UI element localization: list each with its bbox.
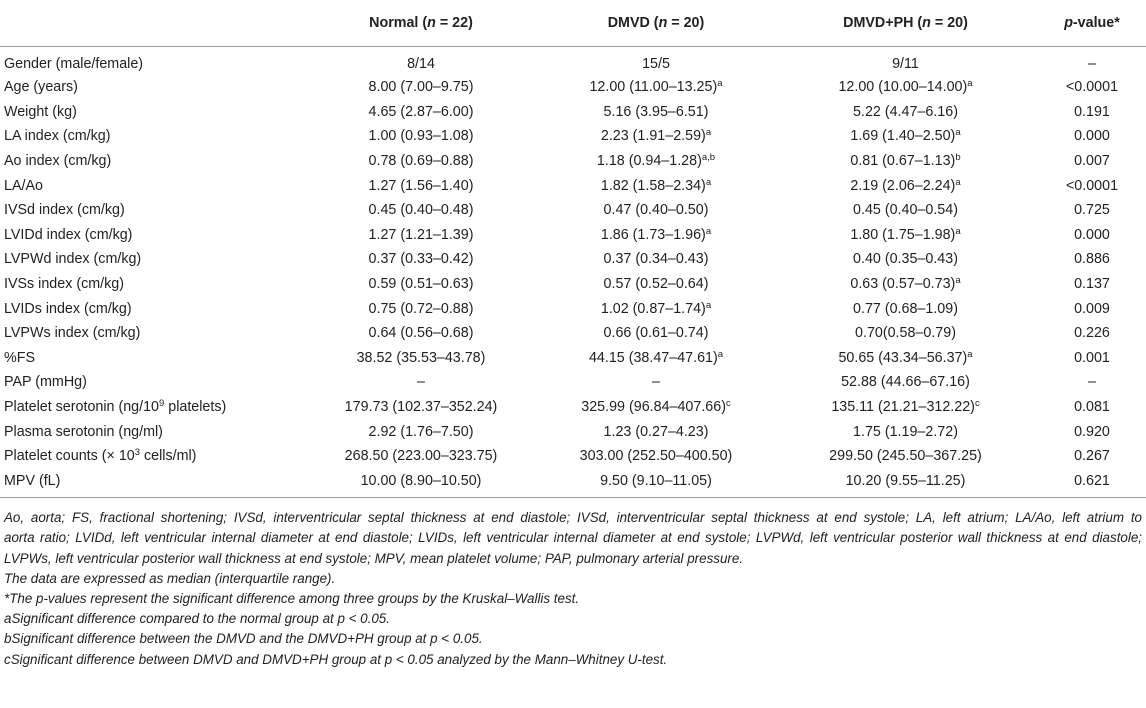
cell-superscript: c — [974, 398, 980, 410]
row-label-text: cells/ml) — [140, 448, 197, 465]
table-cell — [303, 346, 539, 371]
column-header-text: = 22) — [435, 15, 473, 31]
table-cell — [1038, 395, 1146, 420]
table-cell — [773, 419, 1038, 444]
cell-value: 52.88 (44.66–67.16) — [841, 374, 970, 391]
row-label-text: %FS — [4, 349, 35, 366]
cell-superscript: b — [955, 152, 961, 164]
row-label-text: Weight (kg) — [4, 103, 77, 120]
table-cell — [539, 247, 773, 272]
table-cell — [773, 149, 1038, 174]
row-label — [0, 469, 303, 498]
table-cell — [773, 247, 1038, 272]
table-cell — [539, 47, 773, 76]
table-cell — [303, 47, 539, 76]
table-cell — [773, 75, 1038, 100]
cell-value: 0.66 (0.61–0.74) — [603, 325, 709, 342]
cell-value: 2.19 (2.06–2.24) — [850, 177, 956, 194]
cell-superscript: a — [717, 348, 724, 360]
table-cell — [539, 198, 773, 223]
column-header-text: -value* — [1072, 15, 1120, 31]
cell-value: 0.81 (0.67–1.13) — [850, 153, 956, 170]
cell-value: 9/11 — [892, 56, 919, 72]
row-label — [0, 100, 303, 125]
table-row — [0, 47, 1146, 76]
table-header — [0, 0, 1146, 47]
table-cell — [1038, 370, 1146, 395]
table-cell — [539, 173, 773, 198]
table-cell — [773, 198, 1038, 223]
row-label — [0, 47, 303, 76]
table-cell — [303, 395, 539, 420]
table-row — [0, 395, 1146, 420]
table-cell — [539, 272, 773, 297]
table-cell — [1038, 198, 1146, 223]
table-cell — [303, 272, 539, 297]
table-cell — [303, 100, 539, 125]
table-cell — [1038, 223, 1146, 248]
table-cell — [1038, 296, 1146, 321]
header-row — [0, 0, 1146, 47]
cell-superscript: a — [955, 275, 961, 287]
table-cell — [773, 47, 1038, 76]
abbreviation-line-3: LVPWs, left ventricular posterior wall thickness at end systole; MPV, mean platelet volume; PAP, pulmonary arterial pressure. — [4, 550, 744, 566]
table-row — [0, 173, 1146, 198]
table-cell — [303, 173, 539, 198]
cell-value: 0.78 (0.69–0.88) — [368, 153, 474, 170]
row-label — [0, 198, 303, 223]
cell-value: 268.50 (223.00–323.75) — [344, 448, 498, 465]
cell-value: 1.23 (0.27–4.23) — [603, 423, 709, 440]
footnote-b: bSignificant difference between the DMVD and the DMVD+PH group at p < 0.05. — [4, 631, 483, 647]
cell-value: 0.725 — [1074, 202, 1110, 219]
cell-value: – — [1088, 56, 1096, 72]
row-label — [0, 444, 303, 469]
cell-superscript: a — [955, 127, 961, 139]
cell-value: 4.65 (2.87–6.00) — [368, 103, 474, 120]
footnote-c: cSignificant difference between DMVD and DMVD+PH group at p < 0.05 analyzed by the Mann–Whitney U-test. — [4, 651, 668, 667]
cell-value: 0.40 (0.35–0.43) — [853, 251, 958, 268]
cell-value: 10.00 (8.90–10.50) — [360, 472, 482, 489]
cell-value: <0.0001 — [1065, 79, 1119, 96]
table-cell — [1038, 321, 1146, 346]
cell-value: 1.02 (0.87–1.74) — [600, 300, 706, 317]
column-header — [539, 0, 773, 47]
row-label-text: LA/Ao — [4, 177, 43, 194]
row-label — [0, 149, 303, 174]
cell-superscript: a — [717, 78, 723, 90]
table-row — [0, 198, 1146, 223]
footnote-a: aSignificant difference compared to the normal group at p < 0.05. — [4, 611, 390, 627]
cell-value: 325.99 (96.84–407.66) — [581, 399, 726, 416]
cell-superscript: a — [705, 299, 712, 311]
table-cell — [303, 247, 539, 272]
table-row — [0, 296, 1146, 321]
table-cell — [1038, 124, 1146, 149]
row-label-text: LVIDs index (cm/kg) — [4, 300, 132, 317]
table-cell — [303, 419, 539, 444]
table-row — [0, 75, 1146, 100]
cell-superscript: a — [705, 127, 712, 139]
table-cell — [1038, 247, 1146, 272]
table-cell — [773, 346, 1038, 371]
row-label — [0, 223, 303, 248]
table-cell — [539, 223, 773, 248]
cell-value: 1.00 (0.93–1.08) — [368, 128, 474, 145]
cell-value: 2.92 (1.76–7.50) — [368, 423, 474, 440]
table-cell — [539, 346, 773, 371]
cell-value: 299.50 (245.50–367.25) — [829, 448, 982, 465]
table-row — [0, 444, 1146, 469]
table-cell — [1038, 346, 1146, 371]
row-label-text: platelets) — [164, 399, 227, 416]
cell-value: – — [652, 374, 660, 391]
cell-value: 50.65 (43.34–56.37) — [838, 349, 968, 366]
row-label-text: LVIDd index (cm/kg) — [4, 226, 133, 243]
cell-value: 1.80 (1.75–1.98) — [850, 226, 956, 243]
column-header — [303, 0, 539, 47]
column-header — [1038, 0, 1146, 47]
table-cell — [1038, 149, 1146, 174]
column-header-italic: n — [427, 15, 436, 31]
table-cell — [539, 395, 773, 420]
cell-value: 15/5 — [642, 56, 670, 72]
row-label-text: LVPWd index (cm/kg) — [4, 251, 142, 268]
cell-value: – — [417, 374, 425, 391]
cell-value: 0.000 — [1074, 128, 1110, 145]
row-label-text: Ao index (cm/kg) — [4, 153, 112, 170]
table-cell — [303, 198, 539, 223]
table-cell — [303, 444, 539, 469]
table-cell — [773, 469, 1038, 498]
cell-value: 0.45 (0.40–0.48) — [368, 202, 474, 219]
row-label-text: IVSd index (cm/kg) — [4, 202, 125, 219]
cell-value: 38.52 (35.53–43.78) — [356, 349, 486, 366]
median-note: The data are expressed as median (interquartile range). — [4, 570, 336, 586]
table-cell — [303, 124, 539, 149]
row-label — [0, 321, 303, 346]
table-row — [0, 100, 1146, 125]
table-row — [0, 370, 1146, 395]
row-label-text: Platelet counts (× 10 — [4, 448, 135, 465]
column-header-italic: n — [922, 15, 931, 31]
table-cell — [773, 124, 1038, 149]
table-cell — [303, 149, 539, 174]
column-header-text: Normal ( — [369, 15, 428, 31]
cell-value: <0.0001 — [1065, 177, 1119, 194]
cell-value: 1.18 (0.94–1.28) — [596, 153, 702, 170]
row-label — [0, 75, 303, 100]
cell-value: 0.75 (0.72–0.88) — [368, 300, 474, 317]
cell-superscript: a — [705, 225, 712, 237]
table-cell — [539, 419, 773, 444]
table-cell — [539, 100, 773, 125]
cell-value: 0.009 — [1074, 300, 1110, 317]
cell-value: 0.137 — [1074, 276, 1110, 293]
row-label — [0, 272, 303, 297]
cell-value: 1.27 (1.21–1.39) — [368, 226, 474, 243]
row-label — [0, 173, 303, 198]
table-cell — [1038, 173, 1146, 198]
table-cell — [1038, 419, 1146, 444]
table-cell — [539, 296, 773, 321]
table-row — [0, 469, 1146, 498]
table-row — [0, 149, 1146, 174]
cell-value: 2.23 (1.91–2.59) — [600, 128, 706, 145]
table-cell — [539, 469, 773, 498]
row-label — [0, 370, 303, 395]
row-label — [0, 346, 303, 371]
row-label-text: IVSs index (cm/kg) — [4, 276, 124, 293]
cell-value: 1.69 (1.40–2.50) — [850, 128, 956, 145]
cell-value: 135.11 (21.21–312.22) — [831, 399, 975, 416]
cell-value: 5.16 (3.95–6.51) — [603, 103, 709, 120]
cell-value: 0.886 — [1074, 251, 1110, 268]
table-row — [0, 321, 1146, 346]
cell-value: 0.007 — [1074, 153, 1110, 170]
table-cell — [539, 149, 773, 174]
table-cell — [773, 296, 1038, 321]
column-header-text: = 20) — [667, 15, 705, 31]
column-header-italic: p — [1064, 15, 1073, 31]
abbreviation-line-2: aorta ratio; LVIDd, left ventricular internal diameter at end diastole; LVIDs, left ventricular internal diameter at end systole; LVPWd, left ventricular posterior wall thickness at end diastole; — [4, 530, 1142, 546]
cell-superscript: a,b — [701, 152, 716, 164]
cell-value: 0.64 (0.56–0.68) — [368, 325, 474, 342]
table-cell — [773, 173, 1038, 198]
table-row — [0, 223, 1146, 248]
table-cell — [773, 321, 1038, 346]
table-row — [0, 272, 1146, 297]
cell-value: 0.621 — [1074, 472, 1110, 489]
cell-value: 0.000 — [1074, 226, 1110, 243]
column-header — [0, 0, 303, 47]
cell-value: 0.57 (0.52–0.64) — [603, 276, 709, 293]
column-header — [773, 0, 1038, 47]
table-cell — [303, 370, 539, 395]
cell-value: 0.45 (0.40–0.54) — [853, 202, 958, 219]
table-cell — [1038, 75, 1146, 100]
cell-value: 12.00 (10.00–14.00) — [838, 79, 968, 96]
column-header-text: = 20) — [930, 15, 968, 31]
table-footnotes — [0, 498, 1146, 670]
cell-value: 1.86 (1.73–1.96) — [600, 226, 706, 243]
row-label-text: MPV (fL) — [4, 472, 61, 489]
table-body — [0, 47, 1146, 498]
table-cell — [773, 272, 1038, 297]
cell-value: 0.001 — [1074, 349, 1110, 366]
cell-value: 10.20 (9.55–11.25) — [845, 472, 966, 489]
row-label-superscript: 9 — [158, 398, 165, 410]
cell-value: 0.37 (0.33–0.42) — [368, 251, 474, 268]
cell-value: 0.59 (0.51–0.63) — [368, 276, 474, 293]
cell-value: 303.00 (252.50–400.50) — [579, 448, 733, 465]
cell-superscript: c — [725, 398, 731, 410]
table-cell — [303, 223, 539, 248]
cell-value: 1.27 (1.56–1.40) — [368, 177, 474, 194]
table-cell — [773, 100, 1038, 125]
cell-superscript: a — [967, 348, 973, 360]
table-cell — [303, 321, 539, 346]
table-cell — [539, 321, 773, 346]
cell-value: 0.77 (0.68–1.09) — [853, 300, 958, 317]
row-label-text: LA index (cm/kg) — [4, 128, 111, 145]
row-label — [0, 296, 303, 321]
cell-value: 0.920 — [1074, 423, 1110, 440]
cell-value: 0.70(0.58–0.79) — [855, 325, 956, 342]
row-label — [0, 395, 303, 420]
cell-value: 8.00 (7.00–9.75) — [368, 79, 474, 96]
cell-value: 0.081 — [1074, 399, 1110, 416]
table-cell — [773, 223, 1038, 248]
table-cell — [773, 444, 1038, 469]
table-cell — [303, 75, 539, 100]
cell-value: 179.73 (102.37–352.24) — [344, 399, 498, 416]
cell-value: 5.22 (4.47–6.16) — [853, 103, 958, 120]
table-row — [0, 247, 1146, 272]
cell-superscript: a — [705, 176, 712, 188]
table-cell — [1038, 100, 1146, 125]
table-cell — [539, 124, 773, 149]
cell-superscript: a — [967, 78, 973, 90]
table-cell — [1038, 444, 1146, 469]
abbreviation-line-1: Ao, aorta; FS, fractional shortening; IVSd, interventricular septal thickness at end diastole; IVSd, interventricular septal thickness at end systole; LA, left atrium; LA/Ao, left atrium to — [4, 510, 1142, 526]
table-cell — [1038, 272, 1146, 297]
column-header-italic: n — [658, 15, 668, 31]
row-label-text: Plasma serotonin (ng/ml) — [4, 423, 163, 440]
cell-value: 0.63 (0.57–0.73) — [850, 276, 956, 293]
table-cell — [539, 75, 773, 100]
row-label-text: LVPWs index (cm/kg) — [4, 325, 141, 342]
table-cell — [1038, 469, 1146, 498]
cell-value: 0.267 — [1074, 448, 1110, 465]
row-label — [0, 124, 303, 149]
cell-superscript: a — [955, 225, 961, 237]
table-row — [0, 346, 1146, 371]
table-cell — [1038, 47, 1146, 76]
row-label — [0, 419, 303, 444]
pvalue-note: *The p-values represent the significant difference among three groups by the Kruskal–Wallis test. — [4, 590, 580, 606]
row-label — [0, 247, 303, 272]
table-cell — [539, 370, 773, 395]
column-header-text: DMVD ( — [607, 15, 659, 31]
row-label-text: Platelet serotonin (ng/10 — [4, 399, 159, 416]
cell-value: 0.191 — [1074, 103, 1110, 120]
column-header-text: DMVD+PH ( — [843, 15, 923, 31]
cell-value: 1.82 (1.58–2.34) — [600, 177, 706, 194]
cell-value: 9.50 (9.10–11.05) — [600, 472, 712, 489]
table-cell — [773, 370, 1038, 395]
cell-value: 0.226 — [1074, 325, 1110, 342]
cell-value: 44.15 (38.47–47.61) — [588, 349, 718, 366]
cell-value: 0.47 (0.40–0.50) — [603, 202, 709, 219]
cell-superscript: a — [955, 176, 961, 188]
table-cell — [303, 296, 539, 321]
cell-value: 8/14 — [407, 56, 435, 72]
table-cell — [773, 395, 1038, 420]
table-row — [0, 419, 1146, 444]
row-label-text: Age (years) — [4, 79, 78, 96]
cell-value: 1.75 (1.19–2.72) — [853, 423, 958, 440]
row-label-text: Gender (male/female) — [4, 56, 144, 72]
row-label-superscript: 3 — [134, 447, 141, 459]
table-row — [0, 124, 1146, 149]
row-label-text: PAP (mmHg) — [4, 374, 87, 391]
cell-value: 12.00 (11.00–13.25) — [589, 79, 718, 96]
table-cell — [303, 469, 539, 498]
cell-value: – — [1088, 374, 1096, 391]
table-cell — [539, 444, 773, 469]
cell-value: 0.37 (0.34–0.43) — [603, 251, 709, 268]
